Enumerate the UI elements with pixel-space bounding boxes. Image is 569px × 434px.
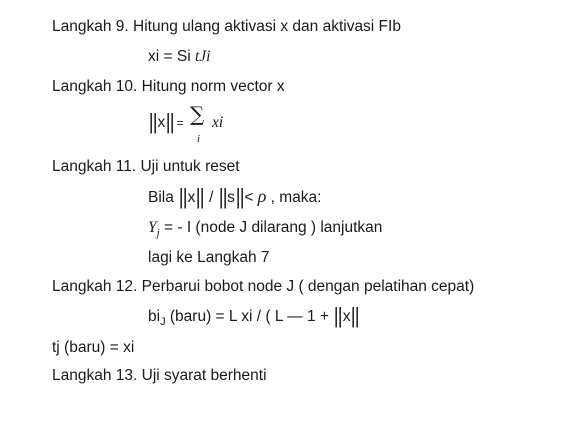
tj-equation: tj (baru) = xi [52, 339, 135, 356]
step-13: Langkah 13. Uji syarat berhenti [52, 367, 267, 384]
norm-var-x: x [157, 114, 166, 131]
cond-bar-1: || [178, 184, 187, 209]
step-9: Langkah 9. Hitung ulang aktivasi x dan aktivasi FIb [52, 18, 401, 35]
step-11-condition [148, 186, 321, 208]
eq-x: x [342, 308, 351, 325]
eq-bi-sub: J [160, 316, 166, 329]
norm-bar-open: || [148, 109, 157, 134]
eq-bi: bi [148, 308, 161, 325]
step-9-equation [148, 47, 210, 67]
cond-x: x [187, 189, 196, 206]
cond-bar-4: || [235, 184, 244, 209]
norm-bar-close: || [165, 109, 174, 134]
cond-s: s [227, 189, 235, 206]
equals-sign: = [176, 116, 184, 130]
step-11-action-2: lagi ke Langkah 7 [148, 249, 270, 266]
cond-prefix: Bila [148, 189, 179, 206]
step-12-equation [148, 303, 360, 332]
step-11: Langkah 11. Uji untuk reset [52, 158, 240, 175]
cond-slash: / [204, 189, 218, 206]
step-9-eq-right: tJi [194, 48, 211, 65]
action-y: Y [148, 219, 157, 236]
action-y-sub: j [156, 227, 160, 240]
cond-suffix: , maka: [266, 189, 322, 206]
sum-index: i [196, 133, 201, 145]
step-11-action [148, 218, 382, 243]
cond-lt: < [244, 189, 258, 206]
step-10: Langkah 10. Hitung norm vector x [52, 78, 285, 95]
step-12: Langkah 12. Perbarui bobot node J ( dengan pelatihan cepat) [52, 278, 475, 295]
cond-bar-2: || [196, 184, 205, 209]
cond-rho: ρ [257, 186, 267, 206]
step-10-equation [148, 102, 224, 147]
step-9-eq-left: xi = Si [148, 48, 195, 65]
eq-mid: (baru) = L xi / ( L — 1 + [165, 308, 334, 325]
eq-bar-2: || [351, 303, 360, 328]
summation [189, 102, 212, 145]
cond-bar-3: || [218, 184, 227, 209]
sigma-symbol: ∑ [189, 102, 205, 126]
eq-bar-1: || [333, 303, 343, 328]
action-rest: = - I (node J dilarang ) lanjutkan [159, 219, 383, 236]
sum-term: xi [211, 114, 224, 131]
